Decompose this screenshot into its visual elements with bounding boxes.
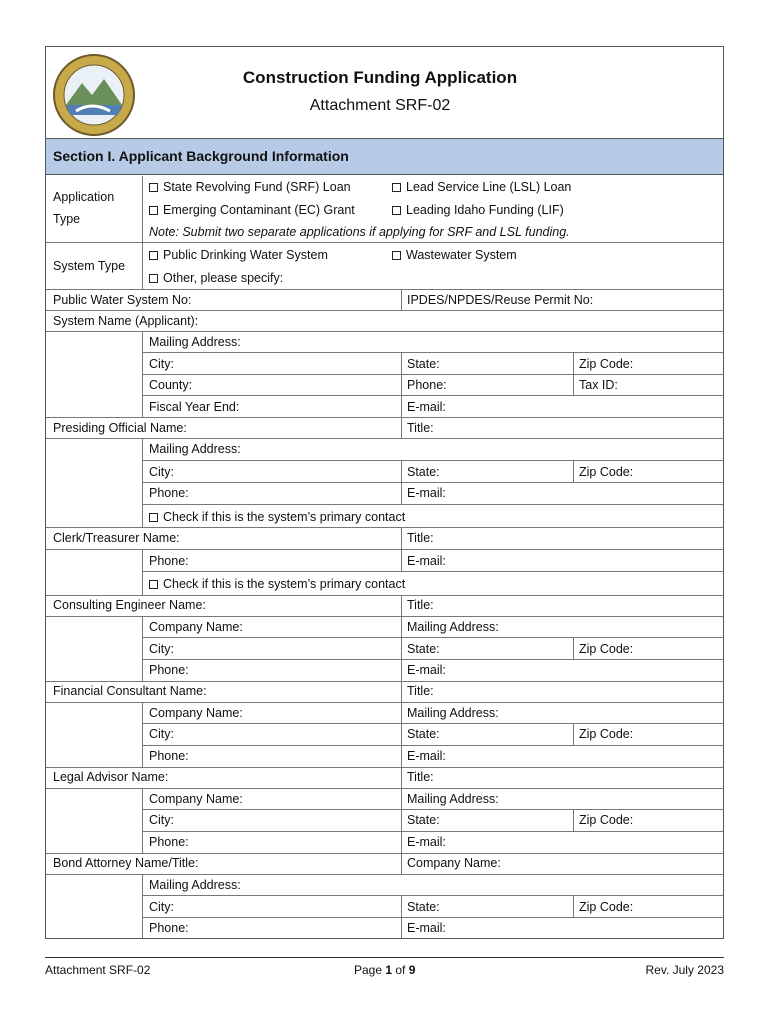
page-title: Construction Funding Application bbox=[242, 68, 518, 87]
checkbox[interactable] bbox=[392, 206, 401, 215]
legal-advisor[interactable]: Legal Advisor Name: bbox=[53, 770, 169, 784]
system-name[interactable]: System Name (Applicant): bbox=[53, 314, 199, 328]
company-name[interactable]: Company Name: bbox=[149, 792, 243, 806]
title-field[interactable]: Title: bbox=[407, 684, 434, 698]
state[interactable]: State: bbox=[407, 357, 440, 371]
zip-code[interactable]: Zip Code: bbox=[579, 465, 634, 479]
section-title: Section I. Applicant Background Information bbox=[53, 148, 349, 164]
form-frame bbox=[45, 46, 724, 939]
checkbox[interactable] bbox=[392, 251, 401, 260]
checkbox[interactable] bbox=[392, 183, 401, 192]
primary-contact-check[interactable]: Check if this is the system’s primary contact bbox=[149, 577, 405, 591]
page-subtitle: Attachment SRF-02 bbox=[309, 97, 451, 114]
city[interactable]: City: bbox=[149, 727, 174, 741]
checkbox[interactable] bbox=[149, 580, 158, 589]
state[interactable]: State: bbox=[407, 465, 440, 479]
phone[interactable]: Phone: bbox=[407, 378, 447, 392]
phone[interactable]: Phone: bbox=[149, 749, 189, 763]
presiding-official[interactable]: Presiding Official Name: bbox=[53, 421, 187, 435]
email[interactable]: E-mail: bbox=[407, 749, 446, 763]
zip-code[interactable]: Zip Code: bbox=[579, 900, 634, 914]
option-wastewater[interactable]: Wastewater System bbox=[392, 248, 517, 262]
phone[interactable]: Phone: bbox=[149, 835, 189, 849]
phone[interactable]: Phone: bbox=[149, 486, 189, 500]
state[interactable]: State: bbox=[407, 642, 440, 656]
title-field[interactable]: Title: bbox=[407, 531, 434, 545]
fiscal-year-end[interactable]: Fiscal Year End: bbox=[149, 400, 240, 414]
checkbox[interactable] bbox=[149, 206, 158, 215]
company-name[interactable]: Company Name: bbox=[149, 706, 243, 720]
option-srf[interactable]: State Revolving Fund (SRF) Loan bbox=[149, 180, 351, 194]
title-field[interactable]: Title: bbox=[407, 770, 434, 784]
title-field[interactable]: Title: bbox=[407, 598, 434, 612]
application-type-label-1: Application bbox=[53, 190, 115, 204]
checkbox[interactable] bbox=[149, 251, 158, 260]
footer-left: Attachment SRF-02 bbox=[45, 963, 151, 977]
option-ec[interactable]: Emerging Contaminant (EC) Grant bbox=[149, 203, 355, 217]
email[interactable]: E-mail: bbox=[407, 921, 446, 935]
application-type-label-2: Type bbox=[53, 212, 81, 226]
email[interactable]: E-mail: bbox=[407, 400, 446, 414]
company-name[interactable]: Company Name: bbox=[149, 620, 243, 634]
state[interactable]: State: bbox=[407, 813, 440, 827]
mailing-address[interactable]: Mailing Address: bbox=[407, 706, 499, 720]
mailing-address[interactable]: Mailing Address: bbox=[407, 792, 499, 806]
city[interactable]: City: bbox=[149, 900, 174, 914]
financial-consultant[interactable]: Financial Consultant Name: bbox=[53, 684, 207, 698]
mailing-address[interactable]: Mailing Address: bbox=[407, 620, 499, 634]
consulting-engineer[interactable]: Consulting Engineer Name: bbox=[53, 598, 206, 612]
checkbox[interactable] bbox=[149, 183, 158, 192]
zip-code[interactable]: Zip Code: bbox=[579, 357, 634, 371]
public-water-system-no[interactable]: Public Water System No: bbox=[53, 293, 192, 307]
system-type-label: System Type bbox=[53, 259, 126, 273]
email[interactable]: E-mail: bbox=[407, 835, 446, 849]
section-header bbox=[46, 138, 723, 175]
page-number: Page 1 of 9 bbox=[354, 963, 416, 977]
email[interactable]: E-mail: bbox=[407, 486, 446, 500]
primary-contact-check[interactable]: Check if this is the system’s primary contact bbox=[149, 510, 405, 524]
option-lif[interactable]: Leading Idaho Funding (LIF) bbox=[392, 203, 564, 217]
bond-attorney[interactable]: Bond Attorney Name/Title: bbox=[53, 856, 199, 870]
option-other[interactable]: Other, please specify: bbox=[149, 271, 283, 285]
state[interactable]: State: bbox=[407, 900, 440, 914]
email[interactable]: E-mail: bbox=[407, 663, 446, 677]
zip-code[interactable]: Zip Code: bbox=[579, 813, 634, 827]
city[interactable]: City: bbox=[149, 465, 174, 479]
deq-logo bbox=[52, 53, 136, 137]
state[interactable]: State: bbox=[407, 727, 440, 741]
company-name[interactable]: Company Name: bbox=[407, 856, 501, 870]
zip-code[interactable]: Zip Code: bbox=[579, 727, 634, 741]
title-field[interactable]: Title: bbox=[407, 421, 434, 435]
footer-right: Rev. July 2023 bbox=[645, 963, 724, 977]
application-note: Note: Submit two separate applications if applying for SRF and LSL funding. bbox=[149, 225, 570, 239]
email[interactable]: E-mail: bbox=[407, 554, 446, 568]
option-drinking-water[interactable]: Public Drinking Water System bbox=[149, 248, 328, 262]
zip-code[interactable]: Zip Code: bbox=[579, 642, 634, 656]
mailing-address[interactable]: Mailing Address: bbox=[149, 442, 241, 456]
county[interactable]: County: bbox=[149, 378, 193, 392]
phone[interactable]: Phone: bbox=[149, 554, 189, 568]
city[interactable]: City: bbox=[149, 642, 174, 656]
city[interactable]: City: bbox=[149, 813, 174, 827]
mailing-address[interactable]: Mailing Address: bbox=[149, 878, 241, 892]
clerk-treasurer[interactable]: Clerk/Treasurer Name: bbox=[53, 531, 180, 545]
phone[interactable]: Phone: bbox=[149, 663, 189, 677]
phone[interactable]: Phone: bbox=[149, 921, 189, 935]
option-lsl[interactable]: Lead Service Line (LSL) Loan bbox=[392, 180, 571, 194]
checkbox[interactable] bbox=[149, 274, 158, 283]
permit-no[interactable]: IPDES/NPDES/Reuse Permit No: bbox=[407, 293, 594, 307]
mailing-address[interactable]: Mailing Address: bbox=[149, 335, 241, 349]
tax-id[interactable]: Tax ID: bbox=[579, 378, 618, 392]
footer-rule bbox=[45, 957, 724, 958]
city[interactable]: City: bbox=[149, 357, 174, 371]
checkbox[interactable] bbox=[149, 513, 158, 522]
